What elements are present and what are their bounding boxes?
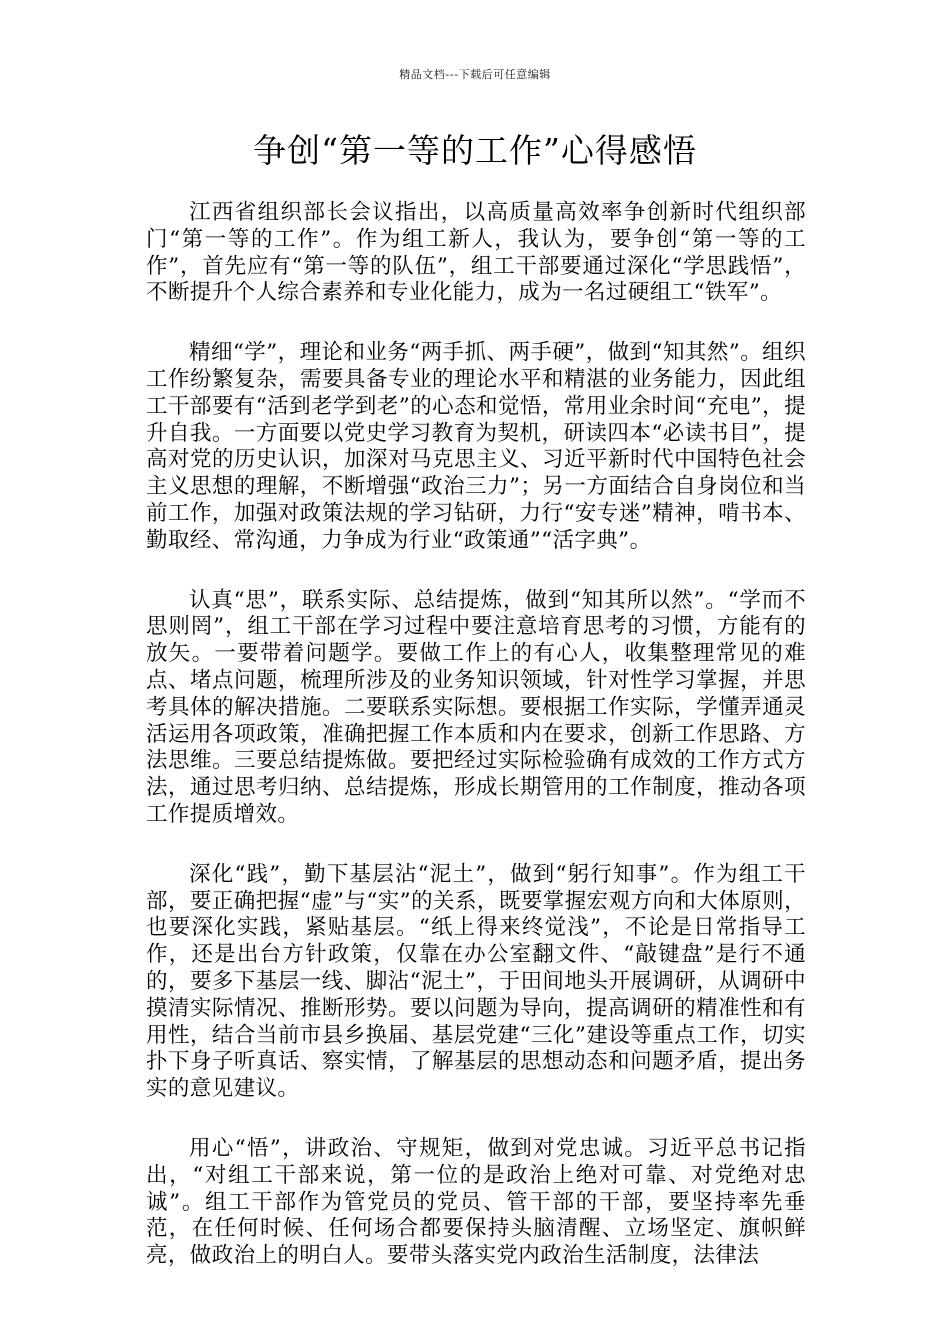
paragraph-practice: 深化“践”，勤下基层沾“泥土”，做到“躬行知事”。作为组工干部，要正确把握“虚”与“实”的关系，既要掌握宏观方向和大体原则，也要深化实践，紧贴基层。“纸上得来终觉浅”，不论是日常指导工作，还是出台方针政策，仅靠在办公室翻文件、“敲键盘”是行不通的，要多下基层一线、脚沾“泥土”，于田间地头开展调研，从调研中摸清实际情况、推断形势。要以问题为导向，提高调研的精准性和有用性，结合当前市县乡换届、基层党建“三化”建设等重点工作，切实扑下身子听真话、察实情，了解基层的思想动态和问题矛盾，提出务实的意见建议。 xyxy=(146,861,806,1102)
paragraph-comprehend: 用心“悟”，讲政治、守规矩，做到对党忠诚。习近平总书记指出，“对组工干部来说，第一位的是政治上绝对可靠、对党绝对忠诚”。组工干部作为管党员的党员、管干部的干部，要坚持率先垂范，在任何时候、任何场合都要保持头脑清醒、立场坚定、旗帜鲜亮，做政治上的明白人。要带头落实党内政治生活制度，法律法 xyxy=(146,1135,806,1269)
document-title: 争创“第一等的工作”心得感悟 xyxy=(253,131,697,170)
paragraph-study: 精细“学”，理论和业务“两手抓、两手硬”，做到“知其然”。组织工作纷繁复杂，需要具备专业的理论水平和精湛的业务能力，因此组工干部要有“活到老学到老”的心态和觉悟，常用业余时间“充电”，提升自我。一方面要以党史学习教育为契机，研读四本“必读书目”，提高对党的历史认识，加深对马克思主义、习近平新时代中国特色社会主义思想的理解，不断增强“政治三力”；另一方面结合自身岗位和当前工作，加强对政策法规的学习钻研，力行“安专迷”精神，啃书本、勤取经、常沟通，力争成为行业“政策通”“活字典”。 xyxy=(146,340,806,553)
paragraph-think: 认真“思”，联系实际、总结提炼，做到“知其所以然”。“学而不思则罔”，组工干部在学习过程中要注意培育思考的习惯，方能有的放矢。一要带着问题学。要做工作上的有心人，收集整理常见的难点、堵点问题，梳理所涉及的业务知识领域，针对性学习掌握，并思考具体的解决措施。二要联系实际想。要根据工作实际，学懂弄通灵活运用各项政策，准确把握工作本质和内在要求，创新工作思路、方法思维。三要总结提炼做。要把经过实际检验确有成效的工作方式方法，通过思考归纳、总结提炼，形成长期管用的工作制度，推动各项工作提质增效。 xyxy=(146,587,806,827)
document-body xyxy=(146,200,806,1303)
paragraph-intro: 江西省组织部长会议指出，以高质量高效率争创新时代组织部门“第一等的工作”。作为组工新人，我认为，要争创“第一等的工作”，首先应有“第一等的队伍”，组工干部要通过深化“学思践悟”，不断提升个人综合素养和专业化能力，成为一名过硬组工“铁军”。 xyxy=(146,200,806,306)
page-header-note: 精品文档---下载后可任意编辑 xyxy=(399,68,551,81)
